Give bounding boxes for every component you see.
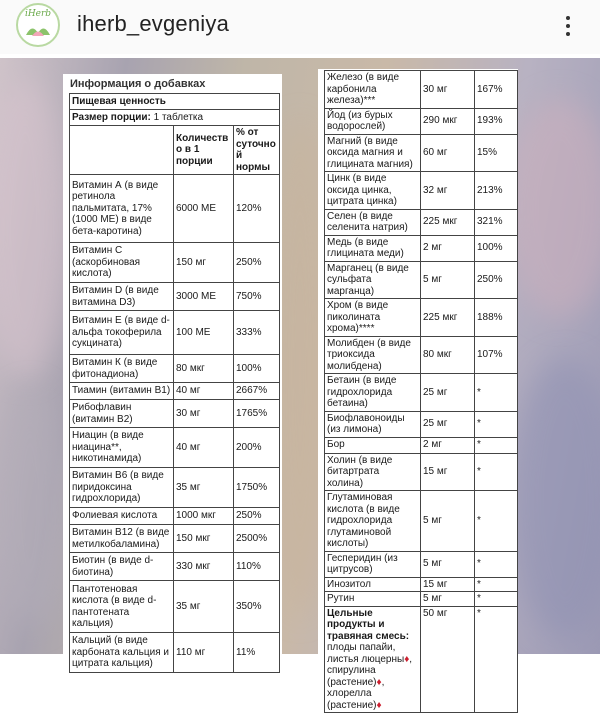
nutrient-dv: 107% xyxy=(475,336,518,374)
supplement-facts-sheet-left xyxy=(63,74,282,670)
nutrient-name: Рутин xyxy=(325,592,421,607)
nutrient-dv: 2667% xyxy=(234,383,280,400)
table-row xyxy=(325,411,518,437)
nutrient-amount: 80 мкг xyxy=(421,336,475,374)
nutrient-amount: 5 мг xyxy=(421,551,475,577)
nutrient-name: Железо (в виде карбонила железа)*** xyxy=(325,71,421,109)
nutrient-amount: 290 мкг xyxy=(421,108,475,134)
nutrient-name: Магний (в виде оксида магния и глицината магния) xyxy=(325,134,421,172)
table-row xyxy=(70,311,280,355)
nutrient-name: Бор xyxy=(325,437,421,453)
whole-foods-heading: Цельные продукты и травяная смесь: xyxy=(327,607,410,642)
nutrient-amount: 1000 мкг xyxy=(174,508,234,525)
username[interactable]: iherb_evgeniya xyxy=(77,11,230,36)
nutrient-amount: 5 мг xyxy=(421,491,475,552)
table-row xyxy=(70,428,280,468)
table-row xyxy=(70,383,280,400)
diamond-icon: ♦ xyxy=(376,676,382,688)
table-row xyxy=(325,336,518,374)
nutrient-dv: 250% xyxy=(475,261,518,299)
nutrient-name: Биотин (в виде d-биотина) xyxy=(70,553,174,581)
nutrient-dv: 200% xyxy=(234,428,280,468)
nutrient-name: Хром (в виде пиколината хрома)**** xyxy=(325,299,421,337)
nutrient-name: Ниацин (в виде ниацина**, никотинамида) xyxy=(70,428,174,468)
table-row xyxy=(325,209,518,235)
nutrient-name: Витамин Е (в виде d-альфа токоферила сукцината) xyxy=(70,311,174,355)
table-row xyxy=(70,175,280,243)
nutrient-amount: 60 мг xyxy=(421,134,475,172)
post-header xyxy=(0,0,600,54)
table-row xyxy=(70,633,280,673)
nutrient-dv: * xyxy=(475,592,518,607)
table-row xyxy=(325,491,518,552)
nutrient-dv: 100% xyxy=(475,235,518,261)
nutrient-amount: 32 мг xyxy=(421,172,475,210)
table-row xyxy=(70,553,280,581)
table-row xyxy=(70,581,280,633)
nutrient-name: Витамин К (в виде фитонадиона) xyxy=(70,355,174,383)
nutrient-dv: 11% xyxy=(234,633,280,673)
supplement-table-left xyxy=(69,93,280,673)
more-options-icon[interactable] xyxy=(556,12,580,40)
table-row xyxy=(325,172,518,210)
nutrient-name: Йод (из бурых водорослей) xyxy=(325,108,421,134)
nutrient-amount: 40 мг xyxy=(174,428,234,468)
nutrient-amount: 100 МЕ xyxy=(174,311,234,355)
table-row xyxy=(325,374,518,412)
nutrient-amount: 35 мг xyxy=(174,581,234,633)
table-row xyxy=(70,508,280,525)
table-row xyxy=(70,243,280,283)
nutrient-dv: 120% xyxy=(234,175,280,243)
table-row xyxy=(325,453,518,491)
nutrient-name: Пантотеновая кислота (в виде d-пантотената кальция) xyxy=(70,581,174,633)
nutrient-dv: 350% xyxy=(234,581,280,633)
serving-size-cell xyxy=(70,110,280,126)
nutrient-name: Витамин А (в виде ретинола пальмитата, 17% (1000 МЕ) в виде бета-каротина) xyxy=(70,175,174,243)
nutrient-name: Цинк (в виде оксида цинка, цитрата цинка) xyxy=(325,172,421,210)
table-row xyxy=(70,525,280,553)
nutrient-amount: 2 мг xyxy=(421,437,475,453)
sheet-title: Информация о добавках xyxy=(70,78,206,90)
nutrient-name: Холин (в виде битартрата холина) xyxy=(325,453,421,491)
nutrient-dv: 188% xyxy=(475,299,518,337)
nutrient-dv: 250% xyxy=(234,243,280,283)
table-row xyxy=(325,235,518,261)
nutrient-dv: 213% xyxy=(475,172,518,210)
nutrient-amount: 50 мг xyxy=(421,606,475,713)
table-row xyxy=(70,283,280,311)
serving-label: Размер порции: xyxy=(72,111,151,123)
table-row xyxy=(325,592,518,607)
nutrient-dv: * xyxy=(475,577,518,592)
nutrient-dv: 750% xyxy=(234,283,280,311)
table-row-whole-foods xyxy=(325,606,518,713)
nutrient-dv: 250% xyxy=(234,508,280,525)
nutrition-label: Пищевая ценность xyxy=(70,94,280,110)
nutrient-amount: 30 мг xyxy=(174,400,234,428)
nutrient-amount: 35 мг xyxy=(174,468,234,508)
table-row xyxy=(325,577,518,592)
nutrient-name: Марганец (в виде сульфата марганца) xyxy=(325,261,421,299)
nutrient-amount: 225 мкг xyxy=(421,299,475,337)
nutrient-amount: 80 мкг xyxy=(174,355,234,383)
nutrient-amount: 25 мг xyxy=(421,374,475,412)
header-empty-cell xyxy=(70,126,174,175)
nutrient-amount: 30 мг xyxy=(421,71,475,109)
nutrient-name: Медь (в виде глицината меди) xyxy=(325,235,421,261)
nutrient-name: Биофлавоноиды (из лимона) xyxy=(325,411,421,437)
nutrient-name: Рибофлавин (витамин B2) xyxy=(70,400,174,428)
avatar[interactable] xyxy=(16,3,60,47)
nutrient-amount: 40 мг xyxy=(174,383,234,400)
whole-foods-cell xyxy=(325,606,421,713)
nutrient-name: Кальций (в виде карбоната кальция и цитрата кальция) xyxy=(70,633,174,673)
nutrient-dv: 333% xyxy=(234,311,280,355)
whole-foods-item-2: спирулина (растение) xyxy=(327,665,377,688)
nutrient-name: Селен (в виде селенита натрия) xyxy=(325,209,421,235)
nutrient-dv: 1765% xyxy=(234,400,280,428)
nutrient-name: Витамин В6 (в виде пиридоксина гидрохлорида) xyxy=(70,468,174,508)
nutrient-name: Витамин В12 (в виде метилкобаламина) xyxy=(70,525,174,553)
table-row xyxy=(325,134,518,172)
table-row xyxy=(325,299,518,337)
nutrient-dv: * xyxy=(475,453,518,491)
nutrient-name: Глутаминовая кислота (в виде гидрохлорида глутаминовой кислоты) xyxy=(325,491,421,552)
nutrient-dv: * xyxy=(475,606,518,713)
nutrient-amount: 2 мг xyxy=(421,235,475,261)
nutrient-dv: 2500% xyxy=(234,525,280,553)
whole-foods-item-1: плоды папайи, листья люцерны xyxy=(327,642,405,665)
nutrient-amount: 110 мг xyxy=(174,633,234,673)
nutrient-dv: 1750% xyxy=(234,468,280,508)
supplement-facts-sheet-right xyxy=(318,69,518,711)
nutrient-dv: * xyxy=(475,551,518,577)
table-row xyxy=(70,468,280,508)
nutrient-amount: 225 мкг xyxy=(421,209,475,235)
nutrient-amount: 25 мг xyxy=(421,411,475,437)
col-dv-header: % от суточной нормы xyxy=(234,126,280,175)
table-row xyxy=(325,108,518,134)
nutrient-name: Гесперидин (из цитрусов) xyxy=(325,551,421,577)
nutrient-amount: 3000 МЕ xyxy=(174,283,234,311)
supplement-table-right xyxy=(324,70,518,713)
nutrient-amount: 6000 МЕ xyxy=(174,175,234,243)
nutrient-dv: * xyxy=(475,374,518,412)
table-row xyxy=(325,551,518,577)
nutrient-name: Бетаин (в виде гидрохлорида бетаина) xyxy=(325,374,421,412)
table-row xyxy=(70,355,280,383)
nutrient-dv: 193% xyxy=(475,108,518,134)
nutrient-amount: 5 мг xyxy=(421,592,475,607)
nutrient-amount: 330 мкг xyxy=(174,553,234,581)
nutrient-amount: 15 мг xyxy=(421,453,475,491)
avatar-logo-text: iHerb xyxy=(24,9,52,19)
table-row xyxy=(70,400,280,428)
nutrient-name: Фолиевая кислота xyxy=(70,508,174,525)
nutrient-amount: 5 мг xyxy=(421,261,475,299)
nutrient-name: Тиамин (витамин B1) xyxy=(70,383,174,400)
nutrient-amount: 15 мг xyxy=(421,577,475,592)
nutrient-amount: 150 мкг xyxy=(174,525,234,553)
table-row xyxy=(325,261,518,299)
nutrient-name: Витамин D (в виде витамина D3) xyxy=(70,283,174,311)
nutrient-dv: * xyxy=(475,437,518,453)
table-row xyxy=(325,437,518,453)
table-row xyxy=(325,71,518,109)
nutrient-dv: 100% xyxy=(234,355,280,383)
col-amount-header: Количество в 1 порции xyxy=(174,126,234,175)
item-separator: , xyxy=(409,653,413,665)
serving-value: 1 таблетка xyxy=(153,111,204,123)
whole-foods-item-3: хлорелла (растение) xyxy=(327,688,377,711)
nutrient-dv: 321% xyxy=(475,209,518,235)
nutrient-dv: 15% xyxy=(475,134,518,172)
nutrient-dv: * xyxy=(475,491,518,552)
diamond-icon: ♦ xyxy=(404,653,410,665)
diamond-icon: ♦ xyxy=(376,699,382,711)
nutrient-name: Инозитол xyxy=(325,577,421,592)
item-separator: , xyxy=(381,676,385,688)
nutrient-name: Витамин С (аскорбиновая кислота) xyxy=(70,243,174,283)
nutrient-name: Молибден (в виде триоксида молибдена) xyxy=(325,336,421,374)
nutrient-dv: * xyxy=(475,411,518,437)
nutrient-dv: 110% xyxy=(234,553,280,581)
nutrient-dv: 167% xyxy=(475,71,518,109)
nutrient-amount: 150 мг xyxy=(174,243,234,283)
